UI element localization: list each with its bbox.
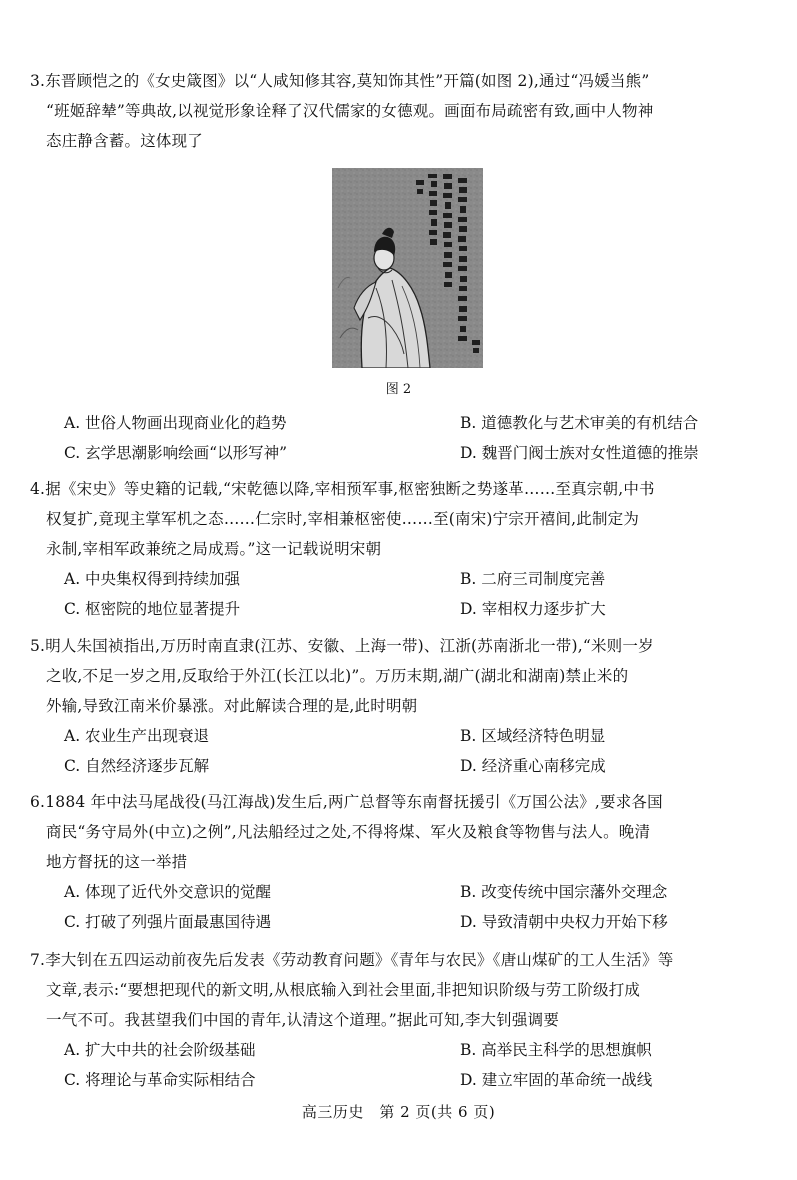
- option-b: B. 改变传统中国宗藩外交理念: [460, 883, 668, 901]
- question-7-stem-line-2: 文章,表示:“要想把现代的新文明,从根底输入到社会里面,非把知识阶级与劳工阶级打成: [46, 981, 641, 999]
- question-5-stem-line-1: 5.明人朱国祯指出,万历时南直隶(江苏、安徽、上海一带)、江浙(苏南浙北一带),“米则一岁: [30, 637, 654, 655]
- question-5: [30, 631, 775, 781]
- question-4-stem-line-3: 永制,宰相军政兼统之局成焉。”这一记载说明宋朝: [46, 540, 382, 558]
- question-number: 6.: [30, 793, 46, 811]
- question-number: 5.: [30, 637, 46, 655]
- option-d: D. 魏晋门阀士族对女性道德的推崇: [460, 444, 699, 462]
- option-d: D. 宰相权力逐步扩大: [460, 600, 606, 618]
- options-row-1: [30, 877, 775, 907]
- options-row-2: [30, 594, 775, 624]
- options-row-2: [30, 438, 775, 468]
- option-c: C. 玄学思潮影响绘画“以形写神”: [64, 444, 288, 462]
- question-number: 7.: [30, 951, 46, 969]
- question-4-stem-line-2: 权复扩,竟现主掌军机之态……仁宗时,宰相兼枢密使……至(南宋)宁宗开禧间,此制定为: [46, 510, 640, 528]
- option-d: D. 导致清朝中央权力开始下移: [460, 913, 668, 931]
- options-row-2: [30, 907, 775, 937]
- option-b: B. 二府三司制度完善: [460, 570, 606, 588]
- option-b: B. 区域经济特色明显: [460, 727, 606, 745]
- option-a: A. 中央集权得到持续加强: [64, 570, 241, 588]
- option-b: B. 道德教化与艺术审美的有机结合: [460, 414, 699, 432]
- figure-2-painting: [332, 168, 483, 368]
- question-3-stem-line-1: 3.东晋顾恺之的《女史箴图》以“人咸知修其容,莫知饰其性”开篇(如图 2),通过“冯媛当熊”: [30, 72, 650, 90]
- option-c: C. 打破了列强片面最惠国待遇: [64, 913, 272, 931]
- options-row-2: [30, 1065, 775, 1095]
- question-7: [30, 945, 775, 1095]
- option-b: B. 高举民主科学的思想旗帜: [460, 1041, 652, 1059]
- question-6: [30, 787, 775, 937]
- question-6-stem-line-2: 商民“务守局外(中立)之例”,凡法船经过之处,不得将煤、军火及粮食等物售与法人。晚清: [46, 823, 651, 841]
- options-row-1: [30, 408, 775, 438]
- question-7-stem-line-1: 7.李大钊在五四运动前夜先后发表《劳动教育问题》《青年与农民》《唐山煤矿的工人生活》等: [30, 951, 674, 969]
- option-a: A. 世俗人物画出现商业化的趋势: [64, 414, 287, 432]
- question-3-stem-line-2: “班姬辞辇”等典故,以视觉形象诠释了汉代儒家的女德观。画面布局疏密有致,画中人物神: [46, 102, 654, 120]
- figure-caption: 图 2: [385, 382, 412, 397]
- option-a: A. 扩大中共的社会阶级基础: [64, 1041, 256, 1059]
- option-a: A. 农业生产出现衰退: [64, 727, 210, 745]
- option-c: C. 自然经济逐步瓦解: [64, 757, 210, 775]
- page-footer: 高三历史 第 2 页(共 6 页): [301, 1103, 496, 1121]
- question-5-stem-line-2: 之收,不足一岁之用,反取给于外江(长江以北)”。万历末期,湖广(湖北和湖南)禁止米的: [46, 667, 629, 685]
- painting-image: [332, 168, 483, 368]
- question-4: [30, 474, 775, 624]
- question-6-stem-line-1: 6.1884 年中法马尾战役(马江海战)发生后,两广总督等东南督抚援引《万国公法》,要求各国: [30, 793, 663, 811]
- option-d: D. 建立牢固的革命统一战线: [460, 1071, 653, 1089]
- question-6-stem-line-3: 地方督抚的这一举措: [46, 853, 188, 871]
- options-row-1: [30, 721, 775, 751]
- question-7-stem-line-3: 一气不可。我甚望我们中国的青年,认清这个道理。”据此可知,李大钊强调要: [46, 1011, 560, 1029]
- question-3-options: [30, 408, 775, 468]
- option-c: C. 将理论与革命实际相结合: [64, 1071, 256, 1089]
- question-4-stem-line-1: 4.据《宋史》等史籍的记载,“宋乾德以降,宰相预军事,枢密独断之势遂革……至真宗朝,中书: [30, 480, 655, 498]
- question-5-stem-line-3: 外输,导致江南米价暴涨。对此解读合理的是,此时明朝: [46, 697, 418, 715]
- option-d: D. 经济重心南移完成: [460, 757, 606, 775]
- question-3: [30, 66, 775, 156]
- question-number: 3.: [30, 72, 46, 90]
- options-row-1: [30, 1035, 775, 1065]
- options-row-2: [30, 751, 775, 781]
- question-number: 4.: [30, 480, 46, 498]
- question-3-stem-line-3: 态庄静含蓄。这体现了: [46, 132, 204, 150]
- option-c: C. 枢密院的地位显著提升: [64, 600, 241, 618]
- option-a: A. 体现了近代外交意识的觉醒: [64, 883, 272, 901]
- options-row-1: [30, 564, 775, 594]
